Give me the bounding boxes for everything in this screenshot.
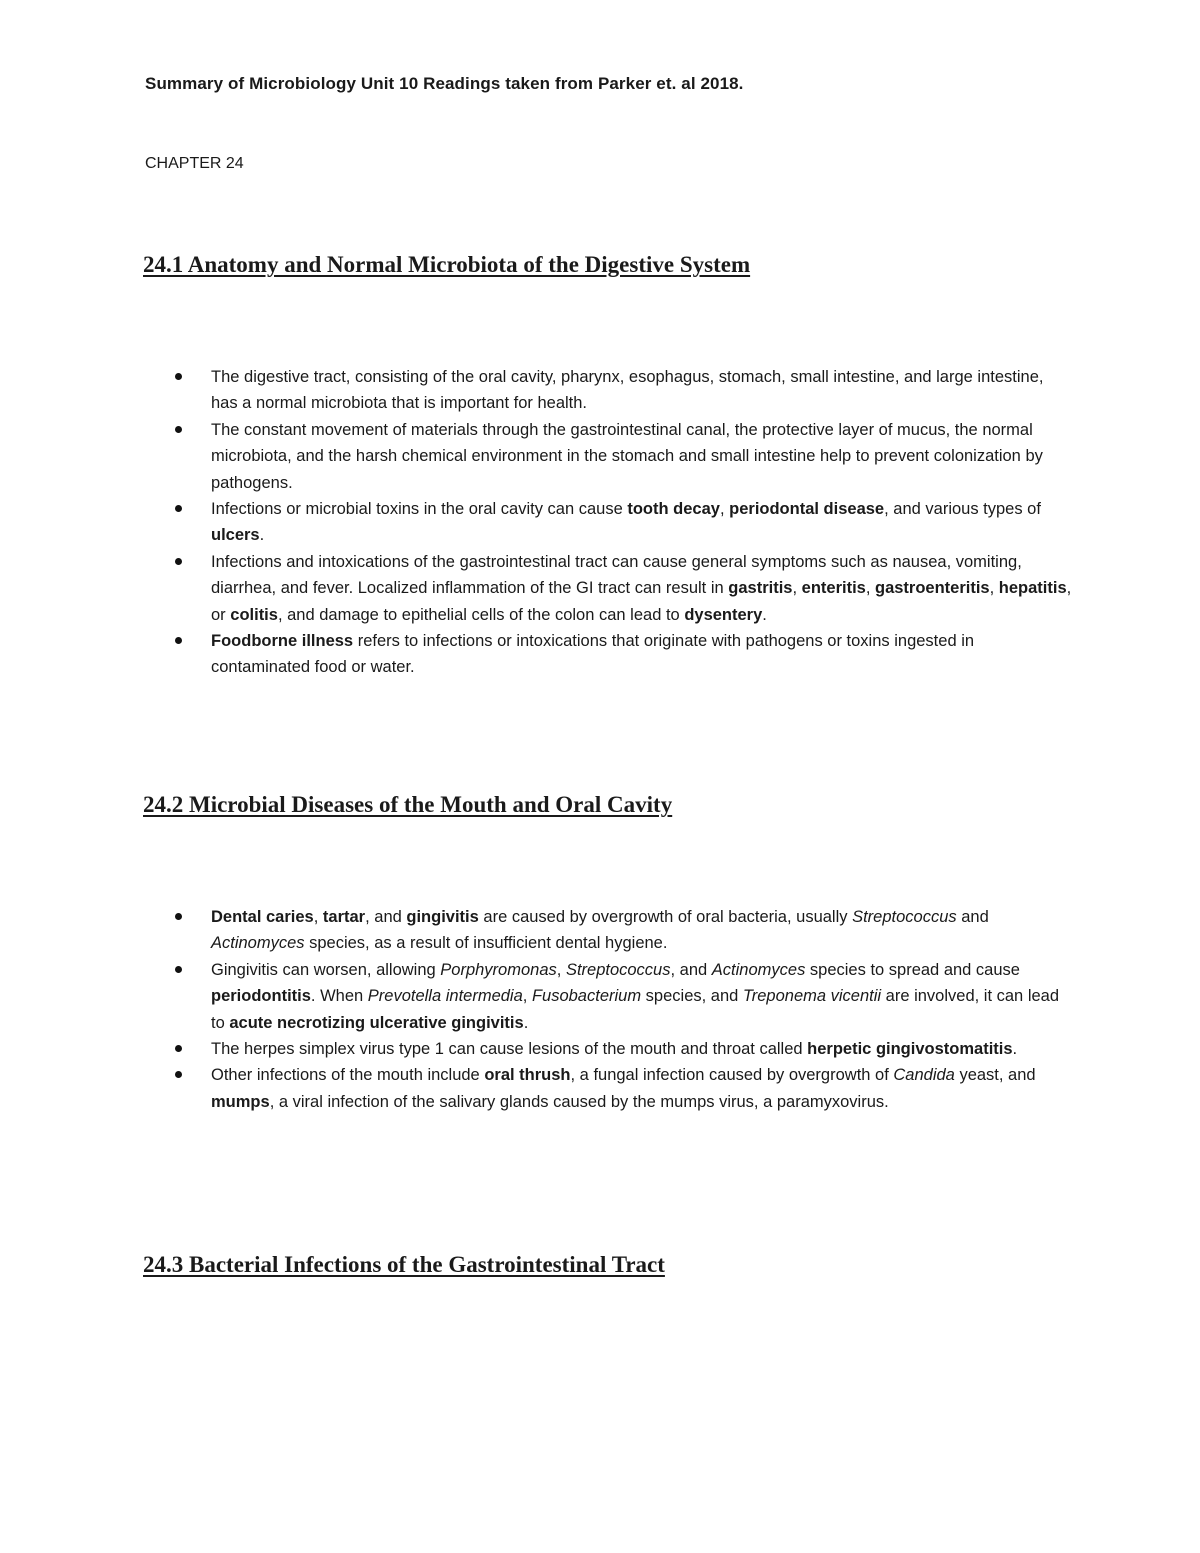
section-heading-24-3: 24.3 Bacterial Infections of the Gastrointestinal Tract xyxy=(143,1252,665,1277)
italic-term: Fusobacterium xyxy=(531,987,642,1006)
bullet-text: . xyxy=(523,1013,529,1032)
bullet-item xyxy=(172,628,1072,681)
bullet-text: The digestive tract, consisting of the oral cavity, pharynx, esophagus, stomach, small intestine, and large intestine, has a normal microbiota that is important for health. xyxy=(211,368,1044,413)
bullet-text: , xyxy=(313,908,323,926)
bullet-list-24-1 xyxy=(172,364,1072,681)
bullet-dot-icon xyxy=(175,637,182,644)
bold-term: enteritis xyxy=(801,579,866,598)
bold-term: tooth decay xyxy=(627,500,720,519)
bullet-text: . xyxy=(1012,1040,1018,1059)
bullet-list-24-2 xyxy=(172,904,1072,1115)
bullet-text: Gingivitis can worsen, allowing xyxy=(211,960,441,979)
bullet-dot-icon xyxy=(175,426,182,433)
bullet-text: Infections or microbial toxins in the oral cavity can cause xyxy=(211,500,628,519)
bold-term: Foodborne illness xyxy=(211,632,354,651)
bullet-text: are caused by overgrowth of oral bacteria, usually xyxy=(478,908,853,926)
bold-term: acute necrotizing ulcerative gingivitis xyxy=(229,1013,524,1032)
bullet-item xyxy=(172,417,1072,496)
bullet-text: species to spread and cause xyxy=(805,960,1020,979)
document-title: Summary of Microbiology Unit 10 Readings taken from Parker et. al 2018. xyxy=(145,74,744,93)
bullet-text: , xyxy=(989,579,999,598)
bullet-text: yeast, and xyxy=(954,1066,1036,1085)
italic-term: Candida xyxy=(893,1066,955,1085)
bullet-text: . When xyxy=(310,987,368,1006)
bullet-dot-icon xyxy=(175,1045,182,1052)
bullet-dot-icon xyxy=(175,913,182,920)
bullet-text: are involved, it can lead to xyxy=(211,987,1060,1032)
bold-term: periodontal disease xyxy=(729,500,885,519)
bullet-text: , xyxy=(792,579,802,598)
bold-term: gastritis xyxy=(728,579,793,598)
section-heading-24-1: 24.1 Anatomy and Normal Microbiota of the Digestive System xyxy=(143,252,751,277)
bold-term: gingivitis xyxy=(406,908,479,926)
bullet-text: , xyxy=(522,987,532,1006)
bullet-dot-icon xyxy=(175,373,182,380)
chapter-label: CHAPTER 24 xyxy=(145,155,244,172)
bold-term: gastroenteritis xyxy=(875,579,990,598)
bullet-text: , a fungal infection caused by overgrowth of xyxy=(570,1066,894,1085)
bullet-text: , a viral infection of the salivary glands caused by the mumps virus, a paramyxovirus. xyxy=(269,1092,889,1111)
italic-term: Treponema vicentii xyxy=(742,987,882,1006)
bullet-text: The constant movement of materials through the gastrointestinal canal, the protective layer of mucus, the normal microbiota, and the harsh chemical environment in the stomach and small intestine help to prevent colonization by pathogens. xyxy=(211,420,1043,492)
italic-term: Streptococcus xyxy=(565,960,671,979)
bullet-item xyxy=(172,496,1072,549)
bullet-text: , and xyxy=(670,960,712,979)
bullet-text: . xyxy=(762,605,767,624)
bullet-text: The herpes simplex virus type 1 can cause lesions of the mouth and throat called xyxy=(211,1040,808,1059)
bullet-text: species, as a result of insufficient dental hygiene. xyxy=(304,934,668,953)
bullet-dot-icon xyxy=(175,966,182,973)
bold-term: oral thrush xyxy=(484,1066,571,1085)
bullet-dot-icon xyxy=(175,505,182,512)
bullet-item xyxy=(172,549,1072,628)
bullet-text: , and xyxy=(365,908,407,926)
bullet-text: . xyxy=(259,526,265,545)
bold-term: colitis xyxy=(230,605,278,624)
bold-term: dysentery xyxy=(684,605,763,624)
bold-term: ulcers xyxy=(211,526,260,545)
bullet-text: , xyxy=(556,960,566,979)
bullet-item xyxy=(172,1062,1072,1115)
bullet-item xyxy=(172,957,1072,1036)
bullet-text: refers to infections or intoxications that originate with pathogens or toxins ingested in contaminated food or water. xyxy=(211,632,975,677)
italic-term: Actinomyces xyxy=(711,960,806,979)
italic-term: Porphyromonas xyxy=(440,960,557,979)
section-heading-24-2: 24.2 Microbial Diseases of the Mouth and Oral Cavity xyxy=(143,792,673,817)
italic-term: Streptococcus xyxy=(852,908,957,926)
bullet-text: species, and xyxy=(641,987,743,1006)
bullet-text: , and various types of xyxy=(884,500,1041,519)
bullet-dot-icon xyxy=(175,558,182,565)
bold-term: tartar xyxy=(322,908,366,926)
bold-term: periodontitis xyxy=(211,987,311,1006)
bullet-text: , xyxy=(719,500,730,519)
bullet-text: Infections and intoxications of the gastrointestinal tract can cause general symptoms such as nausea, vomiting, diarrhea, and fever. Localized inflammation of the GI tract can result in xyxy=(211,552,1022,598)
bullet-text: Other infections of the mouth include xyxy=(211,1066,485,1085)
bold-term: hepatitis xyxy=(998,579,1067,598)
italic-term: Actinomyces xyxy=(211,934,305,953)
bullet-text: and xyxy=(956,908,989,926)
bullet-item xyxy=(172,364,1072,417)
bullet-dot-icon xyxy=(175,1071,182,1078)
italic-term: Prevotella intermedia xyxy=(367,987,523,1006)
bold-term: mumps xyxy=(211,1092,270,1111)
bullet-item xyxy=(172,904,1072,957)
bold-term: herpetic gingivostomatitis xyxy=(807,1040,1013,1059)
bullet-item xyxy=(172,1036,1072,1062)
bold-term: Dental caries xyxy=(211,908,314,926)
bullet-text: , and damage to epithelial cells of the colon can lead to xyxy=(277,605,685,624)
bullet-text: , or xyxy=(211,579,1072,624)
bullet-text: , xyxy=(865,579,875,598)
